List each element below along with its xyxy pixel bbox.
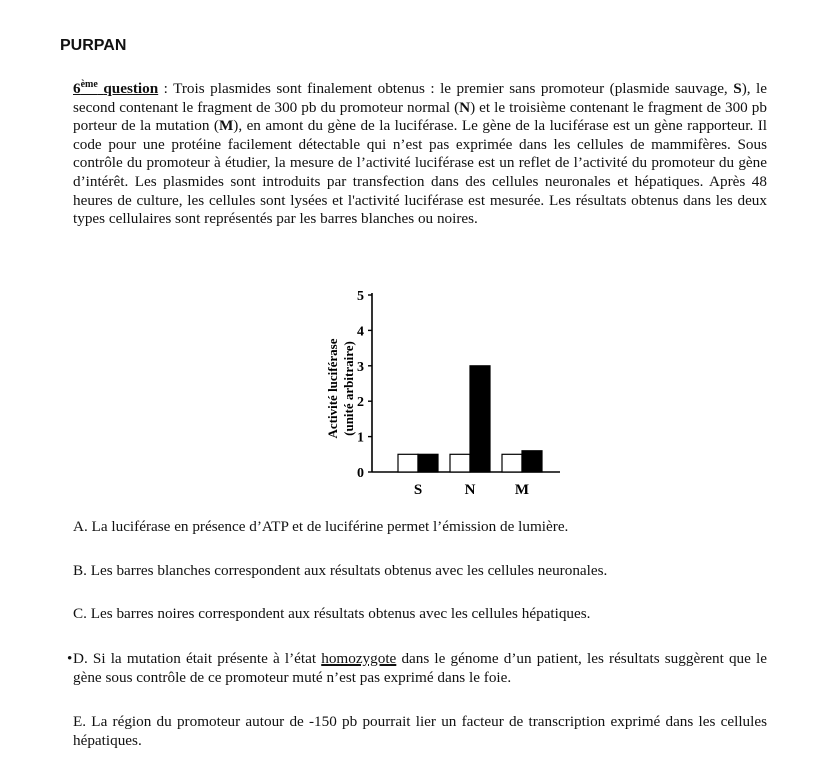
y-axis-label xyxy=(325,338,356,438)
y-tick-label: 3 xyxy=(357,359,364,375)
x-tick-labels xyxy=(414,482,529,498)
luciferase-bar-chart xyxy=(310,282,570,507)
underlined-word: homozygote xyxy=(321,650,397,667)
y-tick-label: 2 xyxy=(357,395,364,411)
x-tick-label-M: M xyxy=(514,482,530,498)
option-c[interactable]: C. Les barres noires correspondent aux résultats obtenus avec les cellules hépatiques. xyxy=(73,605,591,622)
x-tick-label-S: S xyxy=(413,482,423,498)
y-tick-label: 1 xyxy=(357,430,364,446)
bar-S-white xyxy=(398,454,418,472)
y-axis-label-line2: (unité arbitraire) xyxy=(341,341,356,436)
y-axis-label-group xyxy=(325,338,356,438)
bar-S-black xyxy=(418,454,438,472)
question-text: 6ème question : Trois plasmides sont finalement obtenus : le premier sans promoteur (plasmide sauvage, S), le second contenant le fragment de 300 pb du promoteur normal (N) et le troisième contenant le fragment de 300 pb porteur de la mutation (M), en amont du gène de la luciférase. Le gène de la luciférase est un gène rapporteur. Il code pour une protéine facilement détectable qui n’est pas exprimée dans les cellules de mammifères. Sous contrôle du promoteur à étudier, la mesure de l’activité luciférase est un reflet de l’activité du promoteur du gène d’intérêt. Les plasmides sont introduits par transfection dans des cellules neuronales et hépatiques. Après 48 heures de culture, les cellules sont lysées et l'activité luciférase est mesurée. Les résultats obtenus dans les deux types cellulaires sont représentés par les barres blanches ou noires. xyxy=(73,79,767,228)
option-a[interactable]: A. La luciférase en présence d’ATP et de luciférine permet l’émission de lumière. xyxy=(73,518,569,535)
y-axis-label-line1: Activité luciférase xyxy=(325,338,340,439)
bar-M-black xyxy=(522,451,542,472)
bar-M-white xyxy=(502,454,522,472)
question-label: 6ème question xyxy=(73,79,159,98)
bar-N-white xyxy=(450,454,470,472)
y-tick-label: 4 xyxy=(357,324,364,340)
option-d[interactable]: • D. Si la mutation était présente à l’état homozygote dans le génome d’un patient, les résultats suggèrent que le gène sous contrôle de ce promoteur muté n’est pas exprimé dans le foie. xyxy=(67,650,767,686)
page-title: PURPAN xyxy=(60,37,127,54)
option-b[interactable]: B. Les barres blanches correspondent aux résultats obtenus avec les cellules neuronales. xyxy=(73,562,608,579)
bullet-mark: • xyxy=(67,650,73,667)
y-tick-label: 0 xyxy=(357,466,364,481)
chart-bars xyxy=(398,366,542,472)
bar-N-black xyxy=(470,366,490,472)
x-tick-label-N: N xyxy=(464,482,476,498)
option-e[interactable]: E. La région du promoteur autour de -150 pb pourrait lier un facteur de transcription exprimé dans les cellules hépatiques. xyxy=(73,713,767,749)
y-tick-label: 5 xyxy=(357,289,364,304)
